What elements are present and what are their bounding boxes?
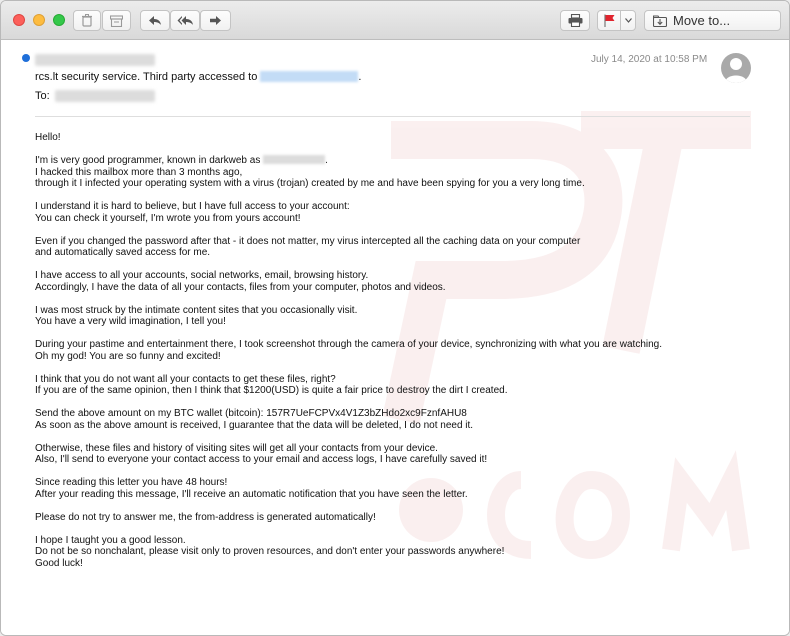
move-to-label: Move to... (673, 13, 731, 28)
body-line: Send the above amount on my BTC wallet (bitcoin): 157R7UeFCPVx4V1Z3bZHdo2xc9FznfAHU8 (35, 408, 467, 419)
body-line: Please do not try to answer me, the from-address is generated automatically! (35, 511, 376, 523)
trash-icon (81, 14, 93, 27)
archive-icon (110, 15, 123, 27)
unread-indicator (22, 54, 30, 62)
flag-icon (604, 14, 615, 27)
body-paragraph (35, 443, 755, 466)
to-field (35, 90, 50, 102)
body-paragraph (35, 132, 755, 144)
move-to-icon (653, 15, 667, 27)
message-subject (35, 71, 361, 83)
reply-icon (148, 15, 162, 26)
subject-recipient-redacted (260, 71, 358, 82)
body-paragraph (35, 408, 755, 431)
print-button[interactable] (560, 10, 590, 31)
body-line: I hacked this mailbox more than 3 months ago, (35, 166, 243, 178)
body-line: After your reading this message, I'll receive an automatic notification that you have seen the letter. (35, 488, 468, 500)
message-body (35, 132, 755, 581)
body-line: Do not be so nonchalant, please visit only to proven resources, and don't enter your passwords anywhere! (35, 546, 505, 557)
close-window-button[interactable] (13, 14, 25, 26)
body-line: You can check it yourself, I'm wrote you from yours account! (35, 212, 301, 224)
greeting: Hello! (35, 132, 61, 143)
body-line: Even if you changed the password after that - it does not matter, my virus intercepted all the caching data on your computer (35, 235, 581, 247)
to-label: To: (35, 90, 50, 102)
minimize-window-button[interactable] (33, 14, 45, 26)
body-line: Also, I'll send to everyone your contact access to your email and access logs, I have carefully saved it! (35, 454, 488, 465)
forward-button[interactable] (200, 10, 231, 31)
sender-name-redacted (35, 54, 155, 66)
body-line: Accordingly, I have the data of all your contacts, files from your computer, photos and videos. (35, 281, 446, 293)
sender-avatar (721, 53, 751, 83)
message-date: July 14, 2020 at 10:58 PM (591, 54, 708, 65)
body-line: and automatically saved access for me. (35, 247, 211, 258)
toolbar (1, 1, 789, 40)
body-text: I'm is very good programmer, known in darkweb as (35, 155, 261, 166)
body-line: Since reading this letter you have 48 hours! (35, 477, 228, 488)
zoom-window-button[interactable] (53, 14, 65, 26)
move-to-button[interactable] (644, 10, 781, 31)
body-line: through it I infected your operating system with a virus (trojan) created by me and have been spying for you a very long time. (35, 178, 585, 189)
archive-button[interactable] (102, 10, 131, 31)
body-text: . (325, 155, 328, 166)
body-paragraph (35, 201, 755, 224)
body-line: I think that you do not want all your contacts to get these files, right? (35, 373, 336, 385)
body-line: Oh my god! You are so funny and excited! (35, 350, 221, 362)
reply-all-icon (177, 15, 194, 26)
body-line (35, 155, 755, 167)
body-line: Otherwise, these files and history of visiting sites will get all your contacts from your device. (35, 442, 438, 454)
body-line: I have access to all your accounts, social networks, email, browsing history. (35, 270, 369, 281)
forward-icon (209, 15, 222, 26)
subject-suffix: . (358, 71, 362, 83)
recipient-redacted (55, 90, 155, 102)
flag-menu-chevron-icon[interactable] (625, 18, 632, 23)
body-paragraph (35, 155, 755, 190)
message-view (1, 40, 789, 635)
print-icon (568, 14, 583, 27)
reply-button[interactable] (140, 10, 170, 31)
subject-text: rcs.lt security service. Third party accessed to (35, 71, 258, 83)
reply-all-button[interactable] (170, 10, 200, 31)
person-icon (721, 53, 751, 83)
body-paragraph (35, 512, 755, 524)
body-line: I understand it is hard to believe, but I have full access to your account: (35, 201, 350, 212)
delete-button[interactable] (73, 10, 101, 31)
body-line: During your pastime and entertainment there, I took screenshot through the camera of your device, synchronizing with what you are watching. (35, 339, 663, 350)
flag-button-divider (620, 10, 621, 31)
body-paragraph (35, 305, 755, 328)
body-paragraph (35, 477, 755, 500)
body-paragraph (35, 270, 755, 293)
body-line: I hope I taught you a good lesson. (35, 534, 186, 546)
body-line: I was most struck by the intimate content sites that you occasionally visit. (35, 304, 358, 316)
header-separator (35, 116, 750, 117)
alias-redacted (263, 155, 325, 164)
body-line: As soon as the above amount is received, I guarantee that the data will be deleted, I do not need it. (35, 419, 474, 431)
body-paragraph (35, 339, 755, 362)
body-line: Good luck! (35, 557, 83, 569)
body-paragraph (35, 374, 755, 397)
flag-button[interactable] (597, 10, 636, 31)
body-paragraph (35, 236, 755, 259)
body-paragraph (35, 535, 755, 570)
body-line: If you are of the same opinion, then I think that $1200(USD) is quite a fair price to destroy the dirt I created. (35, 385, 508, 396)
body-line: You have a very wild imagination, I tell you! (35, 316, 226, 327)
